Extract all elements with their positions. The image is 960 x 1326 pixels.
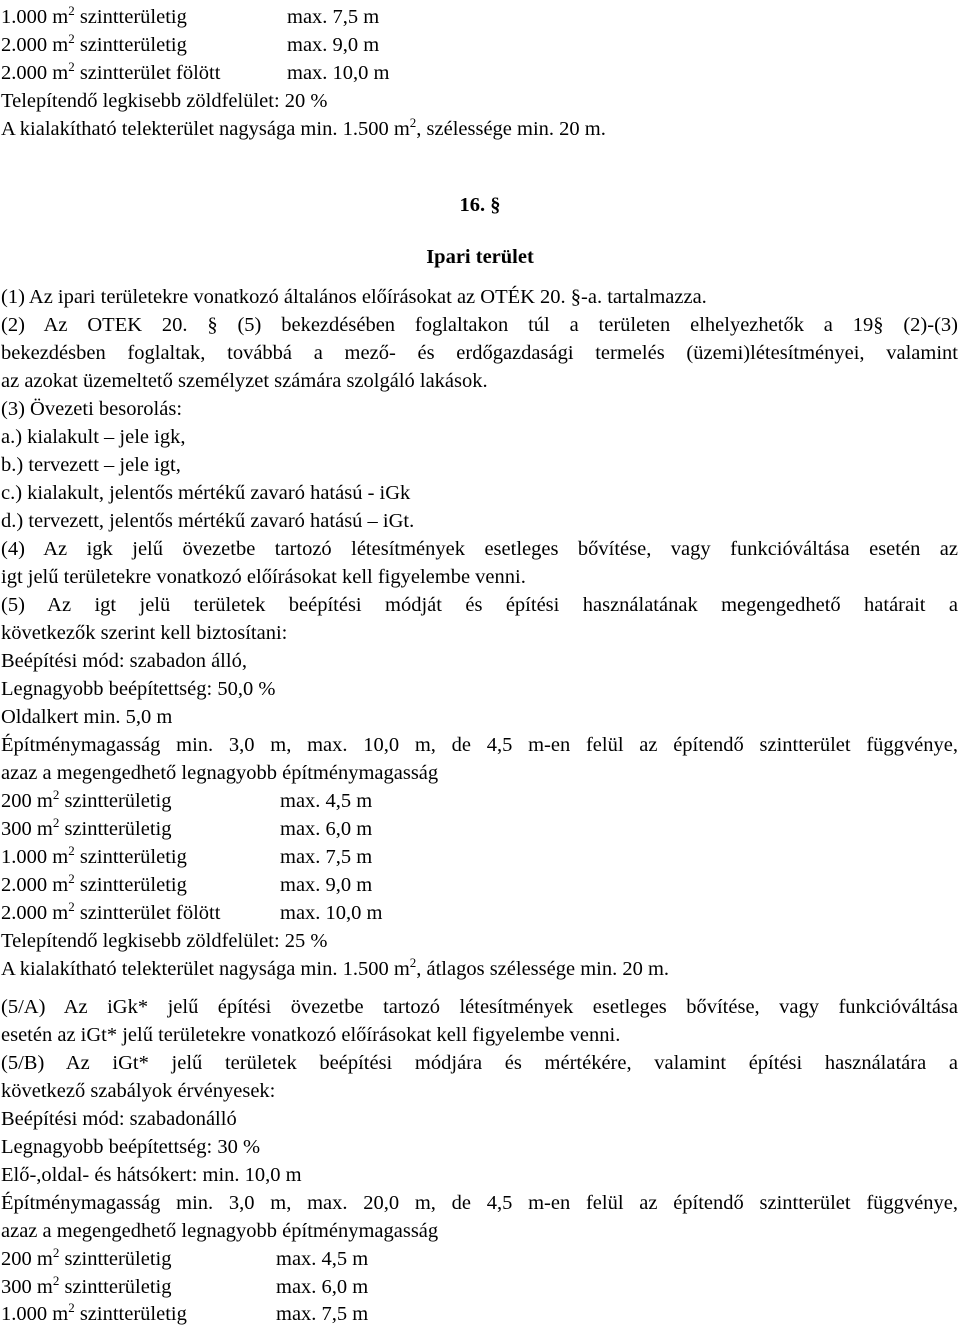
building-height-line: azaz a megengedhető legnagyobb építménymagasság [1,1220,439,1242]
paragraph-1: (1) Az ipari területekre vonatkozó általános előírásokat az OTÉK 20. §-a. tartalmazza. [1,286,707,308]
section-title: Ipari terület [426,246,534,268]
building-mode: Beépítési mód: szabadonálló [1,1108,237,1130]
paragraph-4-line: (4) Az igk jelű övezetbe tartozó létesítmények esetleges bővítése, vagy funkcióváltása esetén az [1,538,958,560]
height-table-row: 2.000 $m^2$ szintterület fölött max. 10,0 m [1,899,383,924]
height-table-row: 1.000 $m^2$ szintterületig max. 7,5 m [1,3,380,28]
height-table-row: 1.000 $m^2$ szintterületig max. 7,5 m [1,1300,369,1325]
height-table-row: 300 $m^2$ szintterületig max. 6,0 m [1,815,373,840]
height-table-row: 2.000 $m^2$ szintterület fölött max. 10,0 m [1,59,390,84]
building-height-line: Építménymagasság min. 3,0 m, max. 20,0 m, de 4,5 m-en felül az építendő szintterület függvénye, [1,1192,958,1214]
paragraph-5-line: következők szerint kell biztosítani: [1,622,288,644]
zone-item: a.) kialakult – jele igk, [1,426,186,448]
green-area-requirement: Telepítendő legkisebb zöldfelület: 20 % [1,90,328,112]
zone-item: c.) kialakult, jelentős mértékű zavaró hatású - iGk [1,482,411,504]
side-yard: Oldalkert min. 5,0 m [1,706,173,728]
paragraph-3-heading: (3) Övezeti besorolás: [1,398,183,420]
height-table-row: 2.000 $m^2$ szintterületig max. 9,0 m [1,31,380,56]
paragraph-2-line: az azokat üzemeltető személyzet számára szolgáló lakások. [1,370,488,392]
height-table-row: 200 $m^2$ szintterületig max. 4,5 m [1,787,373,812]
height-table-row: 200 $m^2$ szintterületig max. 4,5 m [1,1245,369,1270]
plot-size-requirement: A kialakítható telekterület nagysága min. 1.500 $m^2$, szélessége min. 20 m. [1,115,606,140]
height-table-row: 1.000 $m^2$ szintterületig max. 7,5 m [1,843,373,868]
paragraph-5-line: (5) Az igt jelü területek beépítési módját és építési használatának megengedhető határait a [1,594,958,616]
section-number: 16. § [459,194,501,216]
paragraph-5b-line: következő szabályok érvényesek: [1,1080,276,1102]
paragraph-2-line: bekezdésben foglaltak, továbbá a mező- és erdőgazdasági termelés (üzemi)létesítményei, valamint [1,342,958,364]
zone-item: d.) tervezett, jelentős mértékű zavaró hatású – iGt. [1,510,415,532]
max-coverage: Legnagyobb beépítettség: 50,0 % [1,678,276,700]
height-table-row: 2.000 $m^2$ szintterületig max. 9,0 m [1,871,373,896]
height-table-row: 300 $m^2$ szintterületig max. 6,0 m [1,1273,369,1298]
paragraph-4-line: igt jelű területekre vonatkozó előírásokat kell figyelembe venni. [1,566,526,588]
paragraph-5a-line: (5/A) Az iGk* jelű építési övezetbe tartozó létesítmények esetleges bővítése, vagy funkcióváltása [1,996,958,1018]
building-height-line: azaz a megengedhető legnagyobb építménymagasság [1,762,439,784]
building-height-line: Építménymagasság min. 3,0 m, max. 10,0 m, de 4,5 m-en felül az építendő szintterület függvénye, [1,734,958,756]
max-coverage: Legnagyobb beépítettség: 30 % [1,1136,261,1158]
paragraph-5b-line: (5/B) Az iGt* jelű területek beépítési módjára és mértékére, valamint építési használatára a [1,1052,958,1074]
zone-item: b.) tervezett – jele igt, [1,454,181,476]
plot-size-requirement: A kialakítható telekterület nagysága min. 1.500 $m^2$, átlagos szélessége min. 20 m. [1,955,670,980]
yard-requirement: Elő-,oldal- és hátsókert: min. 10,0 m [1,1164,302,1186]
green-area-requirement: Telepítendő legkisebb zöldfelület: 25 % [1,930,328,952]
paragraph-5a-line: esetén az iGt* jelű területekre vonatkozó előírásokat kell figyelembe venni. [1,1024,621,1046]
building-mode: Beépítési mód: szabadon álló, [1,650,247,672]
paragraph-2-line: (2) Az OTEK 20. § (5) bekezdésében foglaltakon túl a területen elhelyezhetők a 19§ (2)-(3) [1,314,958,336]
